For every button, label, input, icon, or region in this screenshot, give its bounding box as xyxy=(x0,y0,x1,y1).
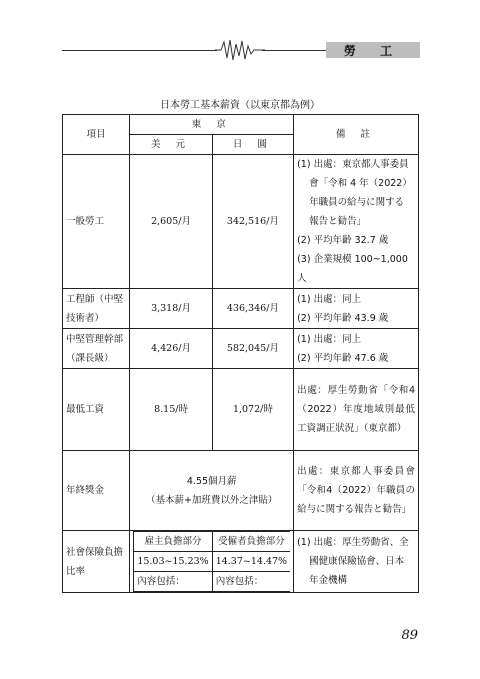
row-usd: 2,605/月 xyxy=(130,155,212,289)
note-line: (2) 平均年齡 43.9 歲 xyxy=(297,312,389,324)
row-label: 最低工資 xyxy=(63,369,130,451)
row-usd: 4,426/月 xyxy=(130,329,212,369)
note-line: 報告と勧告」 xyxy=(309,216,367,227)
row-usd: 8.15/時 xyxy=(130,369,212,451)
employee-incl: 內容包括： xyxy=(212,572,290,592)
note-line: (1) 出處：厚生勞動省、全 xyxy=(297,537,409,548)
header-jpy: 日 圓 xyxy=(212,135,293,155)
table-row xyxy=(63,369,419,451)
header-item: 項目 xyxy=(63,115,130,155)
row-notes xyxy=(294,329,419,369)
wage-table xyxy=(62,114,419,593)
row-label: 工程師（中堅技術者） xyxy=(63,289,130,329)
social-notes xyxy=(294,531,419,593)
note-line: (2) 平均年齡 47.6 歲 xyxy=(297,352,389,364)
note-line: 會「令和 4 年（2022） xyxy=(309,178,412,189)
table-caption: 日本勞工基本薪資（以東京都為例） xyxy=(160,100,320,111)
row-jpy: 1,072/時 xyxy=(212,369,293,451)
row-jpy: 342,516/月 xyxy=(212,155,293,289)
note-line: (2) 平均年齡 32.7 歲 xyxy=(297,235,389,246)
employee-head: 受僱者負擔部分 xyxy=(212,532,290,552)
header-tokyo: 東 京 xyxy=(130,115,294,135)
bonus-notes: 出處：東京都人事委員會「令和4（2022）年職員の給与に関する報告と勧告」 xyxy=(294,451,419,531)
social-row xyxy=(63,531,419,593)
employer-incl: 內容包括： xyxy=(134,572,212,592)
employee-rate: 14.37~14.47% xyxy=(212,552,290,572)
header-rule-right xyxy=(262,50,326,51)
social-inner-table xyxy=(133,531,290,592)
section-tab: 勞 工 xyxy=(326,42,420,58)
header-row xyxy=(63,115,419,135)
note-line: (3) 企業規模 100~1,000 人 xyxy=(297,254,408,284)
bonus-line1: 4.55個月薪 xyxy=(186,475,237,487)
social-label: 社會保險負擔比率 xyxy=(63,531,130,593)
note-line: 年職員の給与に関する xyxy=(309,197,405,208)
table-row xyxy=(63,329,419,369)
bonus-line2: （基本薪+加班費以外之津貼） xyxy=(145,494,278,506)
employer-rate: 15.03~15.23% xyxy=(134,552,212,572)
row-notes xyxy=(294,289,419,329)
bonus-row xyxy=(63,451,419,531)
table-row xyxy=(63,155,419,289)
page-number: 89 xyxy=(401,628,418,643)
row-label: 一般勞工 xyxy=(63,155,130,289)
row-jpy: 582,045/月 xyxy=(212,329,293,369)
table-row xyxy=(63,289,419,329)
pulse-line-icon xyxy=(215,38,265,62)
note-line: 國健康保險協會、日本 xyxy=(309,556,405,567)
row-label: 中堅管理幹部（課長級） xyxy=(63,329,130,369)
row-notes: 出處：厚生勞動省「令和4（2022）年度地域別最低工資調正狀況」（東京都） xyxy=(294,369,419,451)
note-line: (1) 出處：同上 xyxy=(297,293,362,305)
row-notes xyxy=(294,155,419,289)
header-rule-left xyxy=(62,50,217,51)
note-line: 年金機構 xyxy=(309,575,348,586)
row-usd: 3,318/月 xyxy=(130,289,212,329)
note-line: (1) 出處：東京都人事委員 xyxy=(297,159,409,170)
note-line: (1) 出處：同上 xyxy=(297,333,362,345)
bonus-label: 年終獎金 xyxy=(63,451,130,531)
header-notes: 備 註 xyxy=(294,115,419,155)
row-jpy: 436,346/月 xyxy=(212,289,293,329)
employer-head: 雇主負擔部分 xyxy=(134,532,212,552)
header-usd: 美 元 xyxy=(130,135,212,155)
social-values xyxy=(130,531,294,593)
bonus-value xyxy=(130,451,294,531)
